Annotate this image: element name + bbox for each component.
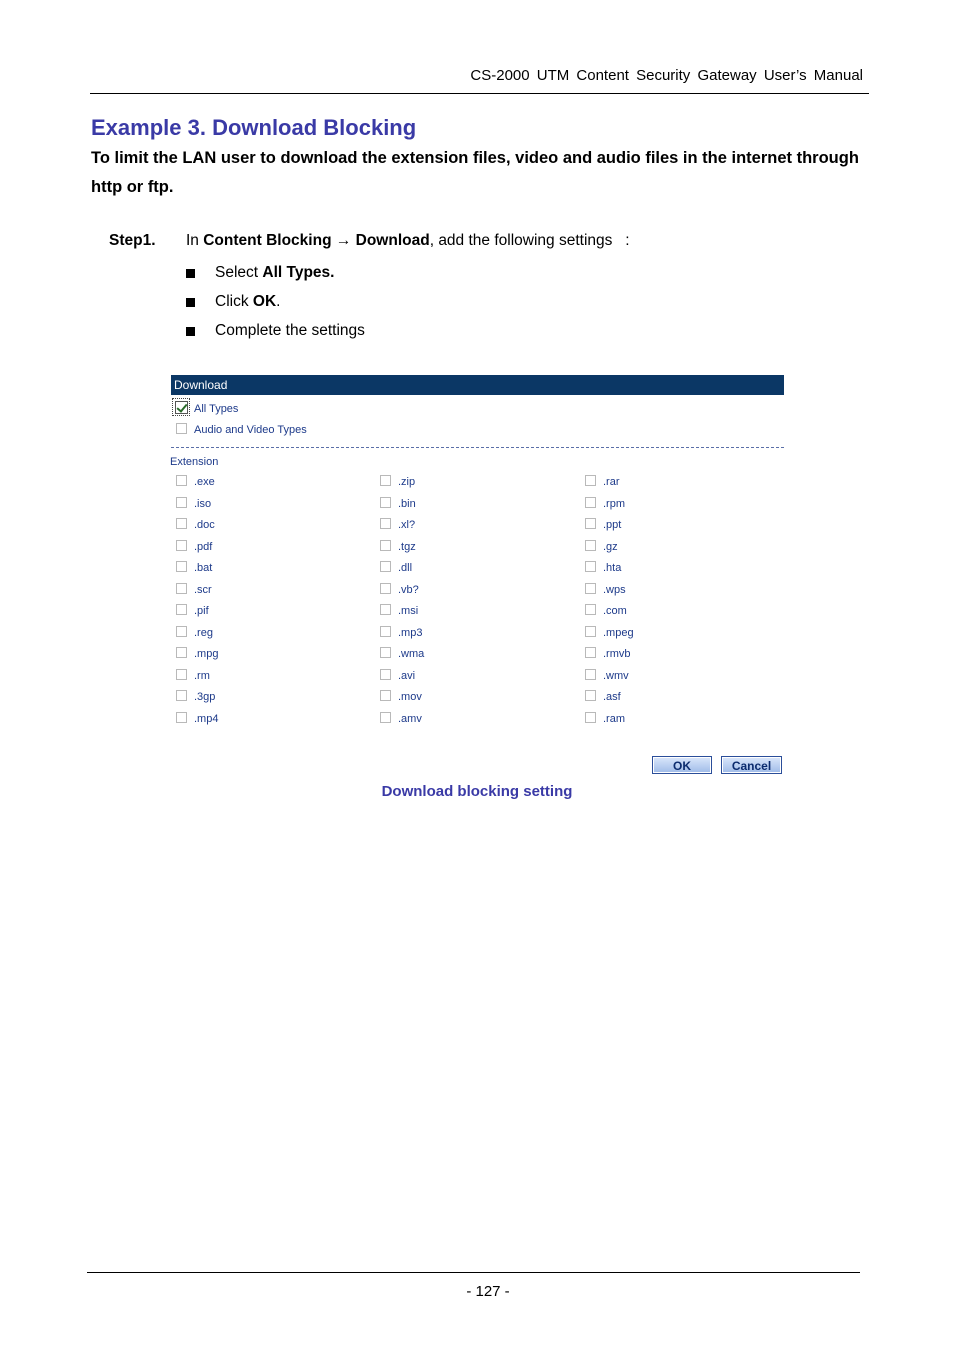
extension-checkbox[interactable] [176, 690, 187, 701]
extension-checkbox[interactable] [585, 497, 596, 508]
extension-label[interactable]: .bin [398, 497, 416, 510]
extension-checkbox[interactable] [585, 669, 596, 680]
extension-label[interactable]: .rmvb [603, 648, 631, 660]
extension-checkbox[interactable] [176, 518, 187, 529]
section-title: Example 3. Download Blocking [91, 115, 417, 140]
bullet-text: Select [215, 264, 263, 281]
extension-checkbox[interactable] [380, 497, 391, 508]
extension-label[interactable]: .bat [194, 562, 213, 574]
step-menu-path: Content Blocking → Download [203, 232, 430, 249]
bullet-after: . [276, 293, 281, 310]
extension-checkbox[interactable] [585, 647, 596, 658]
bullet-bold: OK [252, 293, 277, 310]
extension-checkbox[interactable] [176, 604, 187, 615]
manual-header: CS-2000 UTM Content Security Gateway User’s Manual [470, 67, 863, 84]
section-intro: To limit the LAN user to download the extension files, video and audio files in the internet through http or ftp. [91, 149, 859, 196]
extension-checkbox[interactable] [176, 669, 187, 680]
extension-label[interactable]: .zip [398, 476, 416, 488]
extension-checkbox[interactable] [380, 583, 391, 594]
audio-video-types-checkbox[interactable] [176, 423, 187, 434]
extension-checkbox[interactable] [380, 669, 391, 680]
page-number: - 127 - [466, 1283, 510, 1300]
extension-label[interactable]: .rar [603, 476, 620, 488]
extension-label[interactable]: .scr [194, 583, 212, 596]
download-panel-title: Download [171, 375, 784, 395]
extension-label[interactable]: .tgz [398, 540, 416, 553]
extension-checkbox[interactable] [380, 475, 391, 486]
bullet-text: Click [215, 293, 253, 310]
extension-label[interactable]: .asf [603, 691, 621, 703]
extension-label[interactable]: .reg [194, 626, 213, 639]
extension-label[interactable]: .mpg [194, 648, 219, 660]
extension-label[interactable]: .ram [603, 712, 625, 725]
ok-button[interactable]: OK [652, 756, 712, 774]
audio-video-types-label[interactable]: Audio and Video Types [194, 424, 307, 436]
extension-label[interactable]: .vb? [398, 583, 419, 596]
extension-label[interactable]: .rpm [603, 497, 625, 510]
extension-label[interactable]: .wma [398, 648, 425, 660]
step-suffix: , add the following settings : [429, 232, 630, 249]
extension-checkbox[interactable] [176, 583, 187, 594]
header-divider [90, 93, 869, 94]
bullet-item [186, 293, 365, 322]
extension-checkbox[interactable] [176, 647, 187, 658]
extension-label[interactable]: .wps [603, 583, 626, 596]
extension-label[interactable]: .wmv [603, 669, 629, 682]
extension-checkbox[interactable] [380, 647, 391, 658]
extension-checkbox[interactable] [585, 604, 596, 615]
extension-checkbox[interactable] [380, 712, 391, 723]
extension-checkbox[interactable] [585, 712, 596, 723]
bullet-item [186, 264, 365, 293]
extension-checkbox[interactable] [585, 475, 596, 486]
extension-checkbox[interactable] [176, 561, 187, 572]
extension-label[interactable]: .com [603, 605, 627, 617]
bullet-square-icon [186, 269, 195, 278]
footer-divider [87, 1272, 860, 1273]
extension-checkbox[interactable] [380, 561, 391, 572]
extension-label[interactable]: .xl? [398, 519, 416, 531]
extension-label[interactable]: .avi [398, 669, 416, 682]
extension-label[interactable]: .doc [194, 519, 215, 531]
panel-divider [171, 447, 784, 448]
extension-label[interactable]: .mpeg [603, 626, 634, 639]
cancel-button[interactable]: Cancel [721, 756, 782, 774]
extension-checkbox[interactable] [585, 583, 596, 594]
extension-checkbox[interactable] [176, 475, 187, 486]
extension-section-title: Extension [170, 456, 219, 468]
extension-label[interactable]: .dll [398, 562, 413, 574]
extension-label[interactable]: .iso [194, 497, 212, 510]
extension-checkbox[interactable] [176, 712, 187, 723]
extension-label[interactable]: .amv [398, 712, 422, 725]
extension-checkbox[interactable] [176, 497, 187, 508]
extension-checkbox[interactable] [380, 626, 391, 637]
extension-checkbox[interactable] [176, 626, 187, 637]
extension-checkbox[interactable] [585, 518, 596, 529]
extension-checkbox[interactable] [380, 518, 391, 529]
figure-caption: Download blocking setting [381, 783, 573, 800]
extension-label[interactable]: .msi [398, 605, 419, 617]
extension-label[interactable]: .mp3 [398, 626, 423, 639]
step-prefix: In [186, 232, 204, 249]
extension-label[interactable]: .rm [194, 669, 210, 682]
extension-label[interactable]: .hta [603, 562, 622, 574]
extension-label[interactable]: .3gp [194, 691, 216, 703]
step-label: Step1. [109, 232, 156, 249]
extension-label[interactable]: .mp4 [194, 712, 219, 725]
extension-label[interactable]: .mov [398, 691, 422, 703]
bullet-square-icon [186, 327, 195, 336]
bullet-square-icon [186, 298, 195, 307]
extension-label[interactable]: .pdf [194, 540, 213, 553]
extension-checkbox[interactable] [585, 540, 596, 551]
bullet-bold: All Types. [262, 264, 335, 281]
extension-checkbox[interactable] [585, 626, 596, 637]
extension-label[interactable]: .ppt [603, 519, 622, 531]
extension-label[interactable]: .pif [194, 605, 209, 617]
extension-label[interactable]: .gz [603, 540, 618, 553]
extension-checkbox[interactable] [585, 690, 596, 701]
extension-checkbox[interactable] [176, 540, 187, 551]
all-types-label[interactable]: All Types [194, 403, 239, 415]
extension-checkbox[interactable] [380, 540, 391, 551]
extension-checkbox[interactable] [380, 604, 391, 615]
all-types-checkbox[interactable] [175, 401, 188, 414]
extension-checkbox[interactable] [380, 690, 391, 701]
extension-label[interactable]: .exe [194, 476, 215, 488]
bullet-item [186, 322, 365, 351]
step-instruction [186, 232, 630, 250]
bullet-text: Complete the settings [215, 322, 365, 339]
extension-checkbox[interactable] [585, 561, 596, 572]
step-bullet-list [186, 264, 365, 351]
